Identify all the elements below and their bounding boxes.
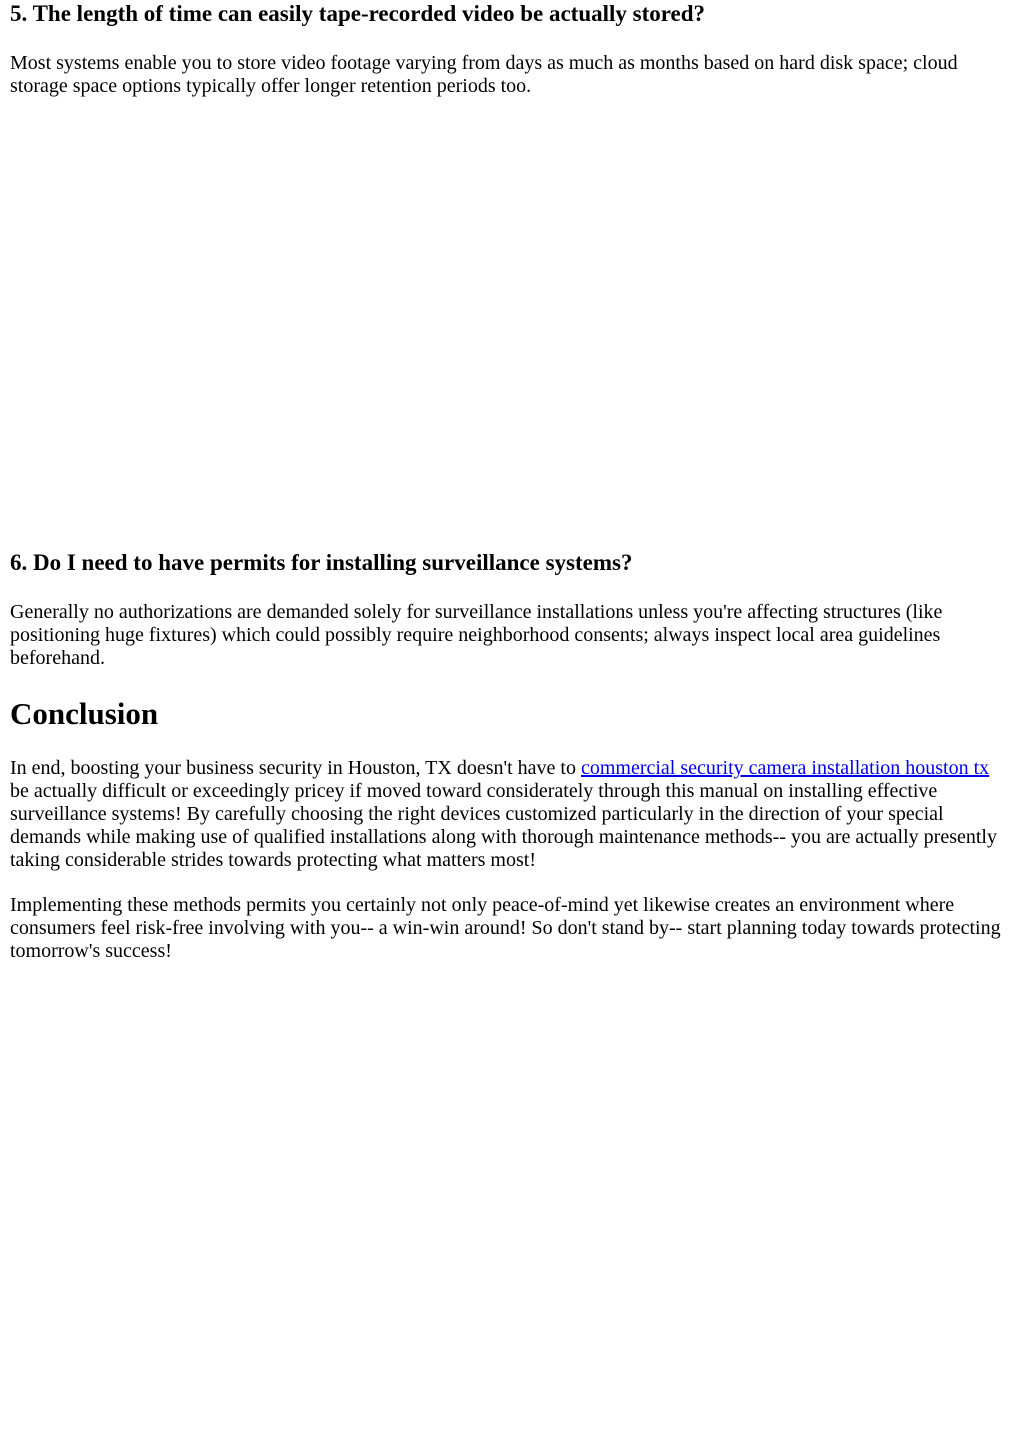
conclusion-paragraph-1-text-start: In end, boosting your business security in Houston, TX doesn't have to xyxy=(10,757,581,779)
conclusion-paragraph-2: Implementing these methods permits you certainly not only peace-of-mind yet likewise creates an environment where consumers feel risk-free involving with you-- a win-win around! So don't stand by-- start planning today towards protecting tomorrow's success! xyxy=(10,894,1001,962)
conclusion-heading: Conclusion xyxy=(10,696,159,731)
faq-answer-6: Generally no authorizations are demanded solely for surveillance installations unless you're affecting structures (like positioning huge fixtures) which could possibly require neighborhood consents; always inspect local area guidelines beforehand. xyxy=(10,601,943,669)
commercial-security-camera-link[interactable]: commercial security camera installation houston tx xyxy=(580,757,990,779)
conclusion-paragraph-1-text-end: be actually difficult or exceedingly pricey if moved toward considerately through this manual on installing effective surveillance systems! By carefully choosing the right devices customized particularly in the direction of your special demands while making use of qualified installations along with thorough maintenance methods-- you are actually presently taking considerable strides towards protecting what matters most! xyxy=(10,780,997,871)
faq-question-5-heading: 5. The length of time can easily tape-recorded video be actually stored? xyxy=(10,1,706,26)
faq-answer-5: Most systems enable you to store video footage varying from days as much as months based on hard disk space; cloud storage space options typically offer longer retention periods too. xyxy=(10,52,958,97)
faq-question-6-heading: 6. Do I need to have permits for installing surveillance systems? xyxy=(10,550,633,575)
conclusion-paragraph-1 xyxy=(10,757,1005,872)
